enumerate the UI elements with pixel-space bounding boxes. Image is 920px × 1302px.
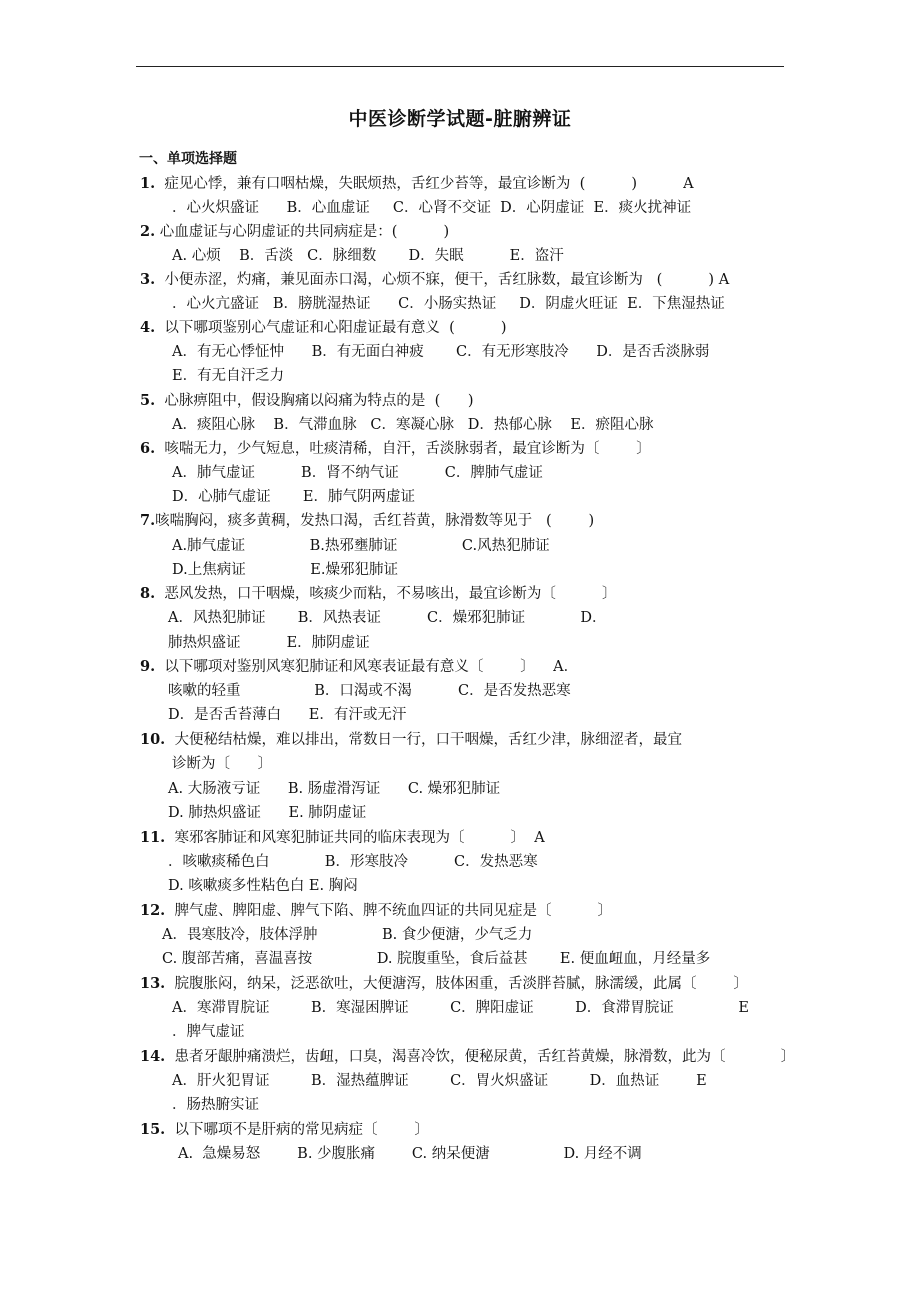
line-text: 以下哪项对鉴别风寒犯肺证和风寒表证最有意义〔 〕 A． [155, 659, 579, 675]
line-text: A．寒滞胃脘证 B．寒湿困脾证 C．脾阳虚证 D．食滞胃脘证 E [172, 1000, 749, 1016]
option-line [172, 197, 691, 219]
question-number: 10. [140, 731, 166, 748]
option-line [172, 462, 543, 484]
question-line [140, 173, 694, 195]
line-text: 脾气虚、脾阳虚、脾气下陷、脾不统血四证的共同见症是〔 〕 [165, 903, 613, 919]
option-line [172, 293, 725, 315]
question-number: 15. [140, 1121, 166, 1138]
line-text: ．咳嗽痰稀色白 B．形寒肢冷 C．发热恶寒 [168, 854, 538, 870]
line-text: ．心火亢盛证 B．膀胱湿热证 C．小肠实热证 D．阴虚火旺证 E．下焦湿热证 [172, 296, 725, 312]
section-heading: 一、单项选择题 [139, 151, 237, 167]
question-number: 13. [140, 975, 166, 992]
question-line [140, 1046, 795, 1068]
option-line [162, 948, 710, 970]
line-text: 恶风发热，口干咽燥，咳痰少而粘，不易咳出，最宜诊断为〔 〕 [155, 586, 617, 602]
option-line [172, 1070, 707, 1092]
line-text: 肺热炽盛证 E．肺阴虚证 [168, 635, 370, 651]
question-number: 7. [140, 512, 156, 529]
line-text: 咳喘无力，少气短息，吐痰清稀，自汗，舌淡脉弱者，最宜诊断为〔 〕 [155, 441, 651, 457]
question-number: 1. [140, 175, 156, 192]
option-line [168, 704, 406, 726]
question-number: 8. [140, 585, 156, 602]
option-line [168, 802, 366, 824]
option-line [172, 365, 284, 387]
question-number: 5. [140, 392, 156, 409]
line-text: D. 肺热炽盛证 E. 肺阴虚证 [168, 805, 367, 821]
option-line [168, 875, 358, 897]
option-line [172, 535, 550, 557]
line-text: A．有无心悸怔忡 B．有无面白神疲 C．有无形寒肢冷 D．是否舌淡脉弱 [172, 344, 710, 360]
question-line [140, 269, 729, 291]
line-text: A. 心烦 B．舌淡 C．脉细数 D．失眠 E．盗汗 [172, 248, 564, 264]
question-line [140, 656, 578, 678]
option-line [172, 341, 709, 363]
line-text: 小便赤涩，灼痛，兼见面赤口渴，心烦不寐，便干，舌红脉数，最宜诊断为 ( ) A [155, 272, 730, 288]
line-text: ．脾气虚证 [172, 1024, 245, 1040]
page-title: 中医诊断学试题-脏腑辨证 [348, 108, 572, 130]
option-line [172, 559, 398, 581]
option-line [162, 924, 532, 946]
line-text: 心血虚证与心阴虚证的共同病症是：( ) [155, 224, 450, 240]
option-line [168, 778, 500, 800]
line-text: A. 急燥易怒 B. 少腹胀痛 C. 纳呆便溏 D. 月经不调 [178, 1146, 642, 1162]
option-line [168, 607, 607, 629]
line-text: 以下哪项鉴别心气虚证和心阳虚证最有意义 ( ) [155, 320, 507, 336]
line-text: 大便秘结枯燥，难以排出，常数日一行，口干咽燥，舌红少津，脉细涩者，最宜 [165, 732, 682, 748]
line-text: A．风热犯肺证 B．风热表证 C．燥邪犯肺证 D． [168, 610, 607, 626]
question-number: 2. [140, 223, 156, 240]
question-number: 12. [140, 902, 166, 919]
question-line [140, 438, 651, 460]
line-text: D.上焦病证 E.燥邪犯肺证 [172, 562, 398, 578]
question-line [140, 317, 506, 339]
question-number: 6. [140, 440, 156, 457]
line-text: A．肺气虚证 B．肾不纳气证 C．脾肺气虚证 [172, 465, 543, 481]
line-text: 心脉痹阻中，假设胸痛以闷痛为特点的是 ( ) [155, 393, 474, 409]
option-line [168, 680, 571, 702]
option-line [172, 486, 415, 508]
line-text: E．有无自汗乏力 [172, 368, 285, 384]
line-text: 寒邪客肺证和风寒犯肺证共同的临床表现为〔 〕 A [165, 830, 545, 846]
line-text: 诊断为〔 〕 [172, 756, 273, 772]
option-line [178, 1143, 642, 1165]
question-line [140, 390, 474, 412]
question-line [140, 729, 682, 751]
header-rule [136, 66, 784, 67]
option-line [168, 632, 370, 654]
question-number: 9. [140, 658, 156, 675]
line-text: D. 咳嗽痰多性粘色白 E. 胸闷 [168, 878, 358, 894]
option-line [172, 1021, 245, 1043]
line-text: A．痰阻心脉 B．气滞血脉 C．寒凝心脉 D．热郁心脉 E．瘀阻心脉 [172, 417, 654, 433]
question-number: 14. [140, 1048, 166, 1065]
question-line [140, 973, 748, 995]
line-text: A．畏寒肢冷，肢体浮肿 B. 食少便溏，少气乏力 [162, 927, 533, 943]
line-text: C. 腹部苦痛，喜温喜按 D. 脘腹重坠，食后益甚 E. 便血衄血，月经量多 [162, 951, 711, 967]
question-line [140, 900, 612, 922]
question-number: 4. [140, 319, 156, 336]
question-line [140, 583, 616, 605]
line-text: 患者牙龈肿痛溃烂，齿衄，口臭，渴喜冷饮，便秘尿黄，舌红苔黄燥，脉滑数，此为〔 〕 [165, 1049, 796, 1065]
line-text: 咳嗽的轻重 B．口渴或不渴 C．是否发热恶寒 [168, 683, 571, 699]
line-text: A.肺气虚证 B.热邪壅肺证 C.风热犯肺证 [172, 538, 550, 554]
question-number: 3. [140, 271, 156, 288]
line-text: D．心肺气虚证 E．肺气阴两虚证 [172, 489, 415, 505]
line-text: A．肝火犯胃证 B．湿热蕴脾证 C．胃火炽盛证 D．血热证 E [172, 1073, 707, 1089]
line-text: 脘腹胀闷，纳呆，泛恶欲吐，大便溏泻，肢体困重，舌淡胖苔腻，脉濡缓，此属〔 〕 [165, 976, 748, 992]
question-number: 11. [140, 829, 166, 846]
question-line [140, 1119, 429, 1141]
line-text: 症见心悸，兼有口咽枯燥，失眠烦热，舌红少苔等，最宜诊断为 ( ) A [155, 176, 694, 192]
option-line [172, 414, 653, 436]
line-text: ．心火炽盛证 B．心血虚证 C．心肾不交证 D．心阴虚证 E．痰火扰神证 [172, 200, 692, 216]
question-line [140, 510, 594, 532]
option-line [172, 753, 272, 775]
line-text: ．肠热腑实证 [172, 1097, 259, 1113]
line-text: 咳喘胸闷，痰多黄稠，发热口渴，舌红苔黄，脉滑数等见于 ( ) [155, 513, 595, 529]
option-line [172, 245, 564, 267]
option-line [172, 1094, 259, 1116]
line-text: A. 大肠液亏证 B. 肠虚滑泻证 C. 燥邪犯肺证 [168, 781, 501, 797]
question-line [140, 827, 545, 849]
option-line [172, 997, 749, 1019]
line-text: 以下哪项不是肝病的常见病症〔 〕 [165, 1122, 429, 1138]
line-text: D．是否舌苔薄白 E．有汗或无汗 [168, 707, 407, 723]
question-line [140, 221, 449, 243]
option-line [168, 851, 538, 873]
